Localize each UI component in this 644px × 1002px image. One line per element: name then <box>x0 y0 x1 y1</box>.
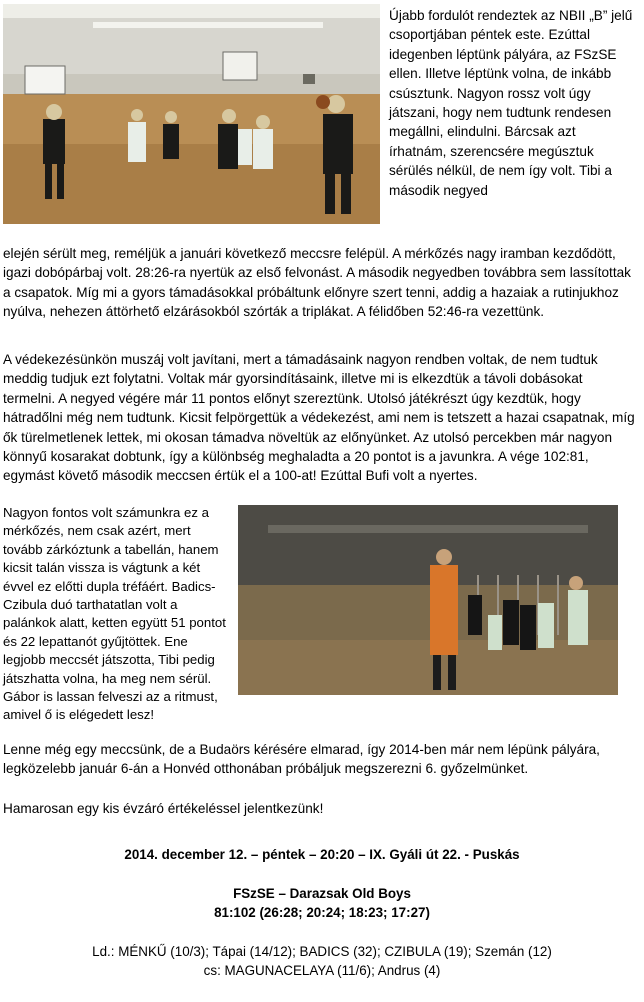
match-teams: FSzSE – Darazsak Old Boys <box>233 886 411 901</box>
article-paragraph-4: Lenne még egy meccsünk, de a Budaörs kérésére elmarad, így 2014-ben már nem lépünk pályára, legközelebb január 6-án a Honvéd otthonában próbáljuk megszerezni 6. győzelmünket. <box>3 742 600 777</box>
basketball-court-photo-icon <box>238 505 618 695</box>
match-scorers-line-1: Ld.: MÉNKŰ (10/3); Tápai (14/12); BADICS (32); CZIBULA (19); Szemán (12) <box>92 944 552 959</box>
game-photo-top <box>3 4 380 224</box>
article-paragraph-2: A védekezésünkön muszáj volt javítani, mert a támadásaink nagyon rendben voltak, de nem tudtuk meddig tudjuk ezt folytatni. Voltak már gyorsindításaink, illetve mi is elkezdtük a távoli dobásokat termelni. A negyed végére már 11 pontos előnyt szereztünk. Utolsó játékrészt úgy kezdtük, hogy hátradőlni még nem tudtunk. Kicsit felpörgettük a védekezést, ami nem is tetszett a hazai csapatnak, míg ők türelmetlenek lettek, mi okosan támadva növeltük az előnyünket. Az utolsó percekben már nagyon könnyű kosarakat dobtunk, így a különbség meghaladta a 20 pontot is a javunkra. A vége 102:81, egymást követő második meccsen értük el a 100-at! Ezúttal Bufi volt a nyertes. <box>3 352 635 484</box>
article-closing-line: Hamarosan egy kis évzáró értékeléssel jelentkezünk! <box>3 801 324 816</box>
article-intro-wrap: Újabb fordulót rendeztek az NBII „B” jelű csoportjában péntek este. Ezúttal idegenben léptünk pályára, az FSzSE ellen. Illetve léptünk volna, de inkább csúsztunk. Nagyon rossz volt úgy játszani, hogy nem tudtunk rendesen megállni, elindulni. Bárcsak azt írhatnám, szerencsére megúsztuk sérülés nélkül, de nem így volt. Tibi a második negyed <box>389 8 633 198</box>
article-intro-continued: elején sérült meg, reméljük a januári következő meccsre felépül. A mérkőzés nagy iramban kezdődött, igazi dobópárbaj volt. 28:26-ra nyertük az első felvonást. A második negyedben továbbra sem lassítottak a csapatok. Míg mi a gyors támadásokkal próbáltunk előnyre szert tenni, addig a hazaiak a rutinjukhoz nyúlva, nehezen áttörhető elzárásokból szórták a triplákat. A félidőben 52:46-ra vezettünk. <box>3 246 631 320</box>
match-info: 2014. december 12. – péntek – 20:20 – IX. Gyáli út 22. - Puskás <box>124 847 520 862</box>
match-score: 81:102 (26:28; 20:24; 18:23; 17:27) <box>214 905 430 920</box>
basketball-court-photo-icon <box>3 4 380 224</box>
match-scorers-line-2: cs: MAGUNACELAYA (11/6); Andrus (4) <box>203 963 441 978</box>
article-paragraph-3: Nagyon fontos volt számunkra ez a mérkőzés, nem csak azért, mert tovább zárkóztunk a tabellán, hanem kicsit talán vissza is vágtunk a két évvel ez előtti dupla tréfáért. Badics-Czibula duó tarthatatlan volt a palánkok alatt, ketten együtt 51 pontot és 22 lepattanót gyűjtöttek. Ene legjobb meccsét játszotta, Tibi pedig játszhatta volna, ha meg nem sérül. Gábor is lassan felveszi az a ritmust, amivel ő is elégedett lesz! <box>3 505 226 723</box>
game-photo-bottom <box>238 505 618 695</box>
